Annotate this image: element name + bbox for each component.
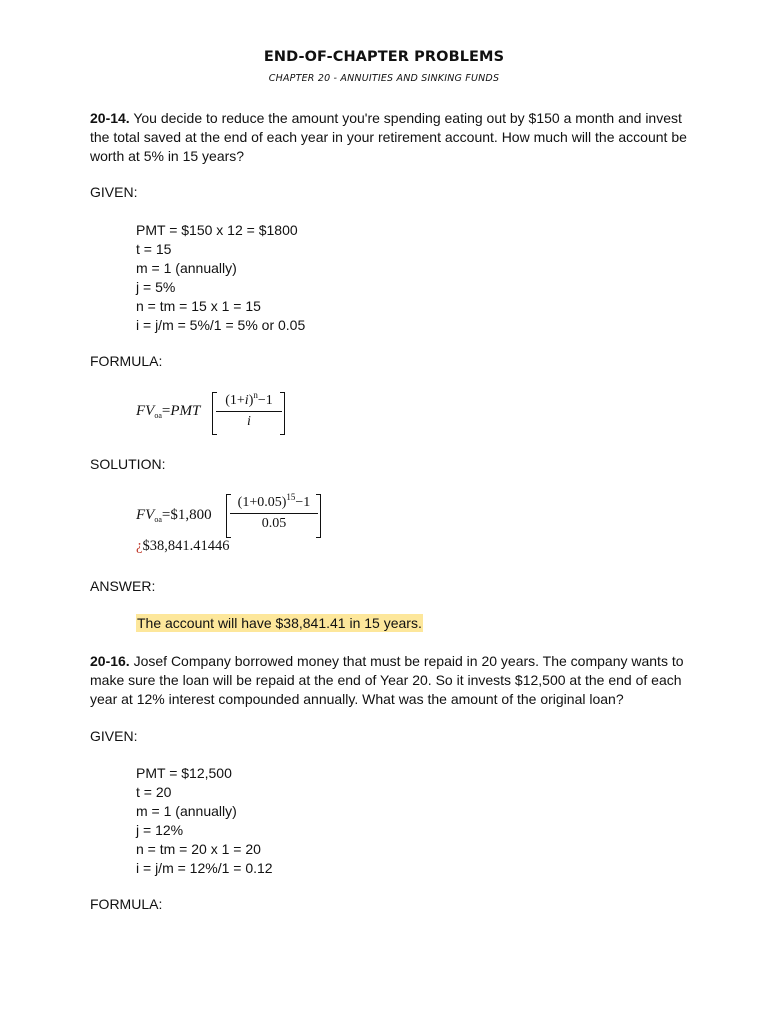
- problem-1-answer-label: ANSWER:: [90, 578, 156, 594]
- formula-denominator: i: [247, 414, 251, 429]
- given-item: j = 5%: [136, 279, 176, 295]
- problem-1-answer: [136, 615, 423, 631]
- solution-numerator: $(1+0.05)^{15}-1$: [230, 495, 318, 514]
- problem-1-statement: [90, 109, 690, 166]
- formula-fraction: [216, 390, 282, 430]
- formula-lhs: $FV_{oa}=PMT$: [136, 403, 201, 420]
- given-item: i = j/m = 12%/1 = 0.12: [136, 860, 273, 876]
- result-mark: ¿: [136, 538, 143, 554]
- problem-2-statement: [90, 652, 690, 709]
- given-item: i = j/m = 5%/1 = 5% or 0.05: [136, 317, 306, 333]
- given-item: m = 1 (annually): [136, 803, 237, 819]
- result-value: $38,841.41446: [142, 538, 230, 554]
- given-item: n = tm = 20 x 1 = 20: [136, 841, 261, 857]
- problem-2-given-list: [136, 764, 273, 878]
- answer-highlight: The account will have $38,841.41 in 15 years.: [137, 615, 422, 631]
- solution-result: [136, 538, 229, 555]
- given-item: n = tm = 15 x 1 = 15: [136, 298, 261, 314]
- given-item: PMT = $12,500: [136, 765, 232, 781]
- given-item: j = 12%: [136, 822, 184, 838]
- right-bracket: [316, 494, 321, 538]
- problem-2-given-label: GIVEN:: [90, 728, 138, 744]
- problem-1-solution-label: SOLUTION:: [90, 456, 166, 472]
- problem-1-formula-label: FORMULA:: [90, 353, 163, 369]
- solution-fraction: [230, 492, 318, 532]
- solution-denominator: 0.05: [261, 516, 287, 531]
- formula-numerator: $(1+i)^n-1$: [216, 393, 282, 412]
- problem-2-formula-label: FORMULA:: [90, 896, 163, 912]
- given-item: PMT = $150 x 12 = $1800: [136, 222, 298, 238]
- solution-lhs: $FV_{oa}=\$1,800$: [136, 507, 212, 524]
- chapter-subtitle: CHAPTER 20 - ANNUITIES AND SINKING FUNDS: [268, 73, 500, 84]
- given-item: t = 20: [136, 784, 172, 800]
- page-title: END-OF-CHAPTER PROBLEMS: [263, 49, 505, 65]
- problem-1-number: 20-14.: [90, 110, 130, 126]
- problem-1-text: You decide to reduce the amount you're spending eating out by $150 a month and invest the total saved at the end of each year in your retirement account. How much will the account be worth at 5% in 15 years?: [90, 110, 687, 164]
- given-item: t = 15: [136, 241, 172, 257]
- problem-1-given-label: GIVEN:: [90, 184, 138, 200]
- problem-1-given-list: [136, 221, 305, 335]
- right-bracket: [280, 392, 285, 435]
- problem-2-text: Josef Company borrowed money that must be repaid in 20 years. The company wants to make sure the loan will be repaid at the end of Year 20. So it invests $12,500 at the end of each year at 12% interest compounded annually. What was the amount of the original loan?: [90, 653, 684, 707]
- given-item: m = 1 (annually): [136, 260, 237, 276]
- problem-2-number: 20-16.: [90, 653, 130, 669]
